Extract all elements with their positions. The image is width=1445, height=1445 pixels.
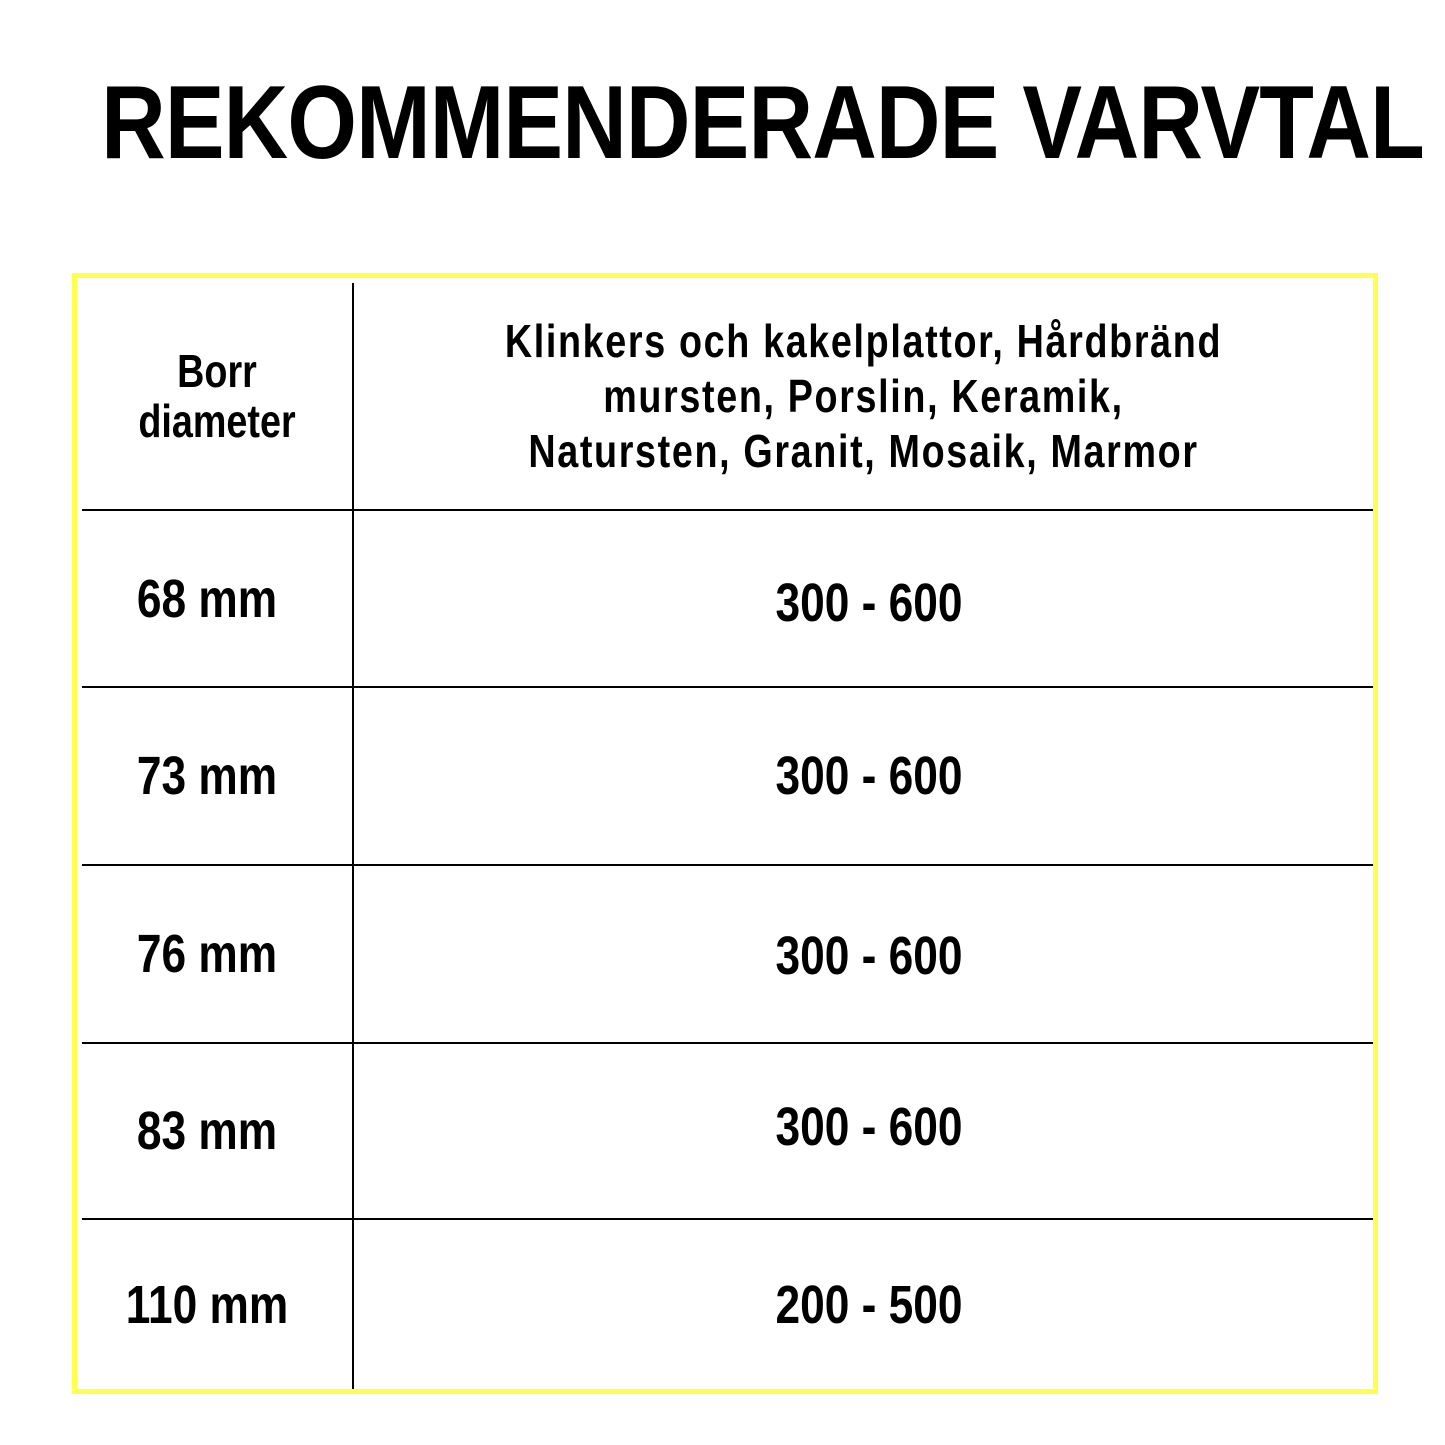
row-diameter: 73 mm	[136, 746, 278, 806]
header-diameter-line2: diameter	[138, 395, 296, 447]
row-diameter: 68 mm	[136, 568, 278, 629]
column-divider	[352, 283, 354, 1389]
row-diameter: 83 mm	[136, 1101, 278, 1161]
header-materials-line3: Natursten, Granit, Mosaik, Marmor	[528, 424, 1199, 477]
rpm-table	[82, 283, 1373, 1389]
header-materials-line1: Klinkers och kakelplattor, Hårdbränd	[504, 314, 1223, 367]
header-materials-line2: mursten, Porslin, Keramik,	[603, 369, 1124, 422]
row-rpm: 300 - 600	[775, 746, 963, 806]
rpm-table-frame	[72, 273, 1378, 1394]
row-diameter: 76 mm	[136, 924, 278, 984]
header-materials	[446, 283, 1282, 509]
header-diameter-line1: Borr	[177, 345, 257, 397]
row-diameter: 110 mm	[125, 1274, 289, 1335]
row-rpm: 300 - 600	[775, 926, 963, 986]
row-rpm: 300 - 600	[775, 572, 963, 633]
header-diameter	[106, 283, 327, 509]
page-title: REKOMMENDERADE VARVTAL	[101, 65, 1424, 181]
row-rpm: 200 - 500	[775, 1274, 963, 1335]
row-rpm: 300 - 600	[775, 1097, 963, 1157]
